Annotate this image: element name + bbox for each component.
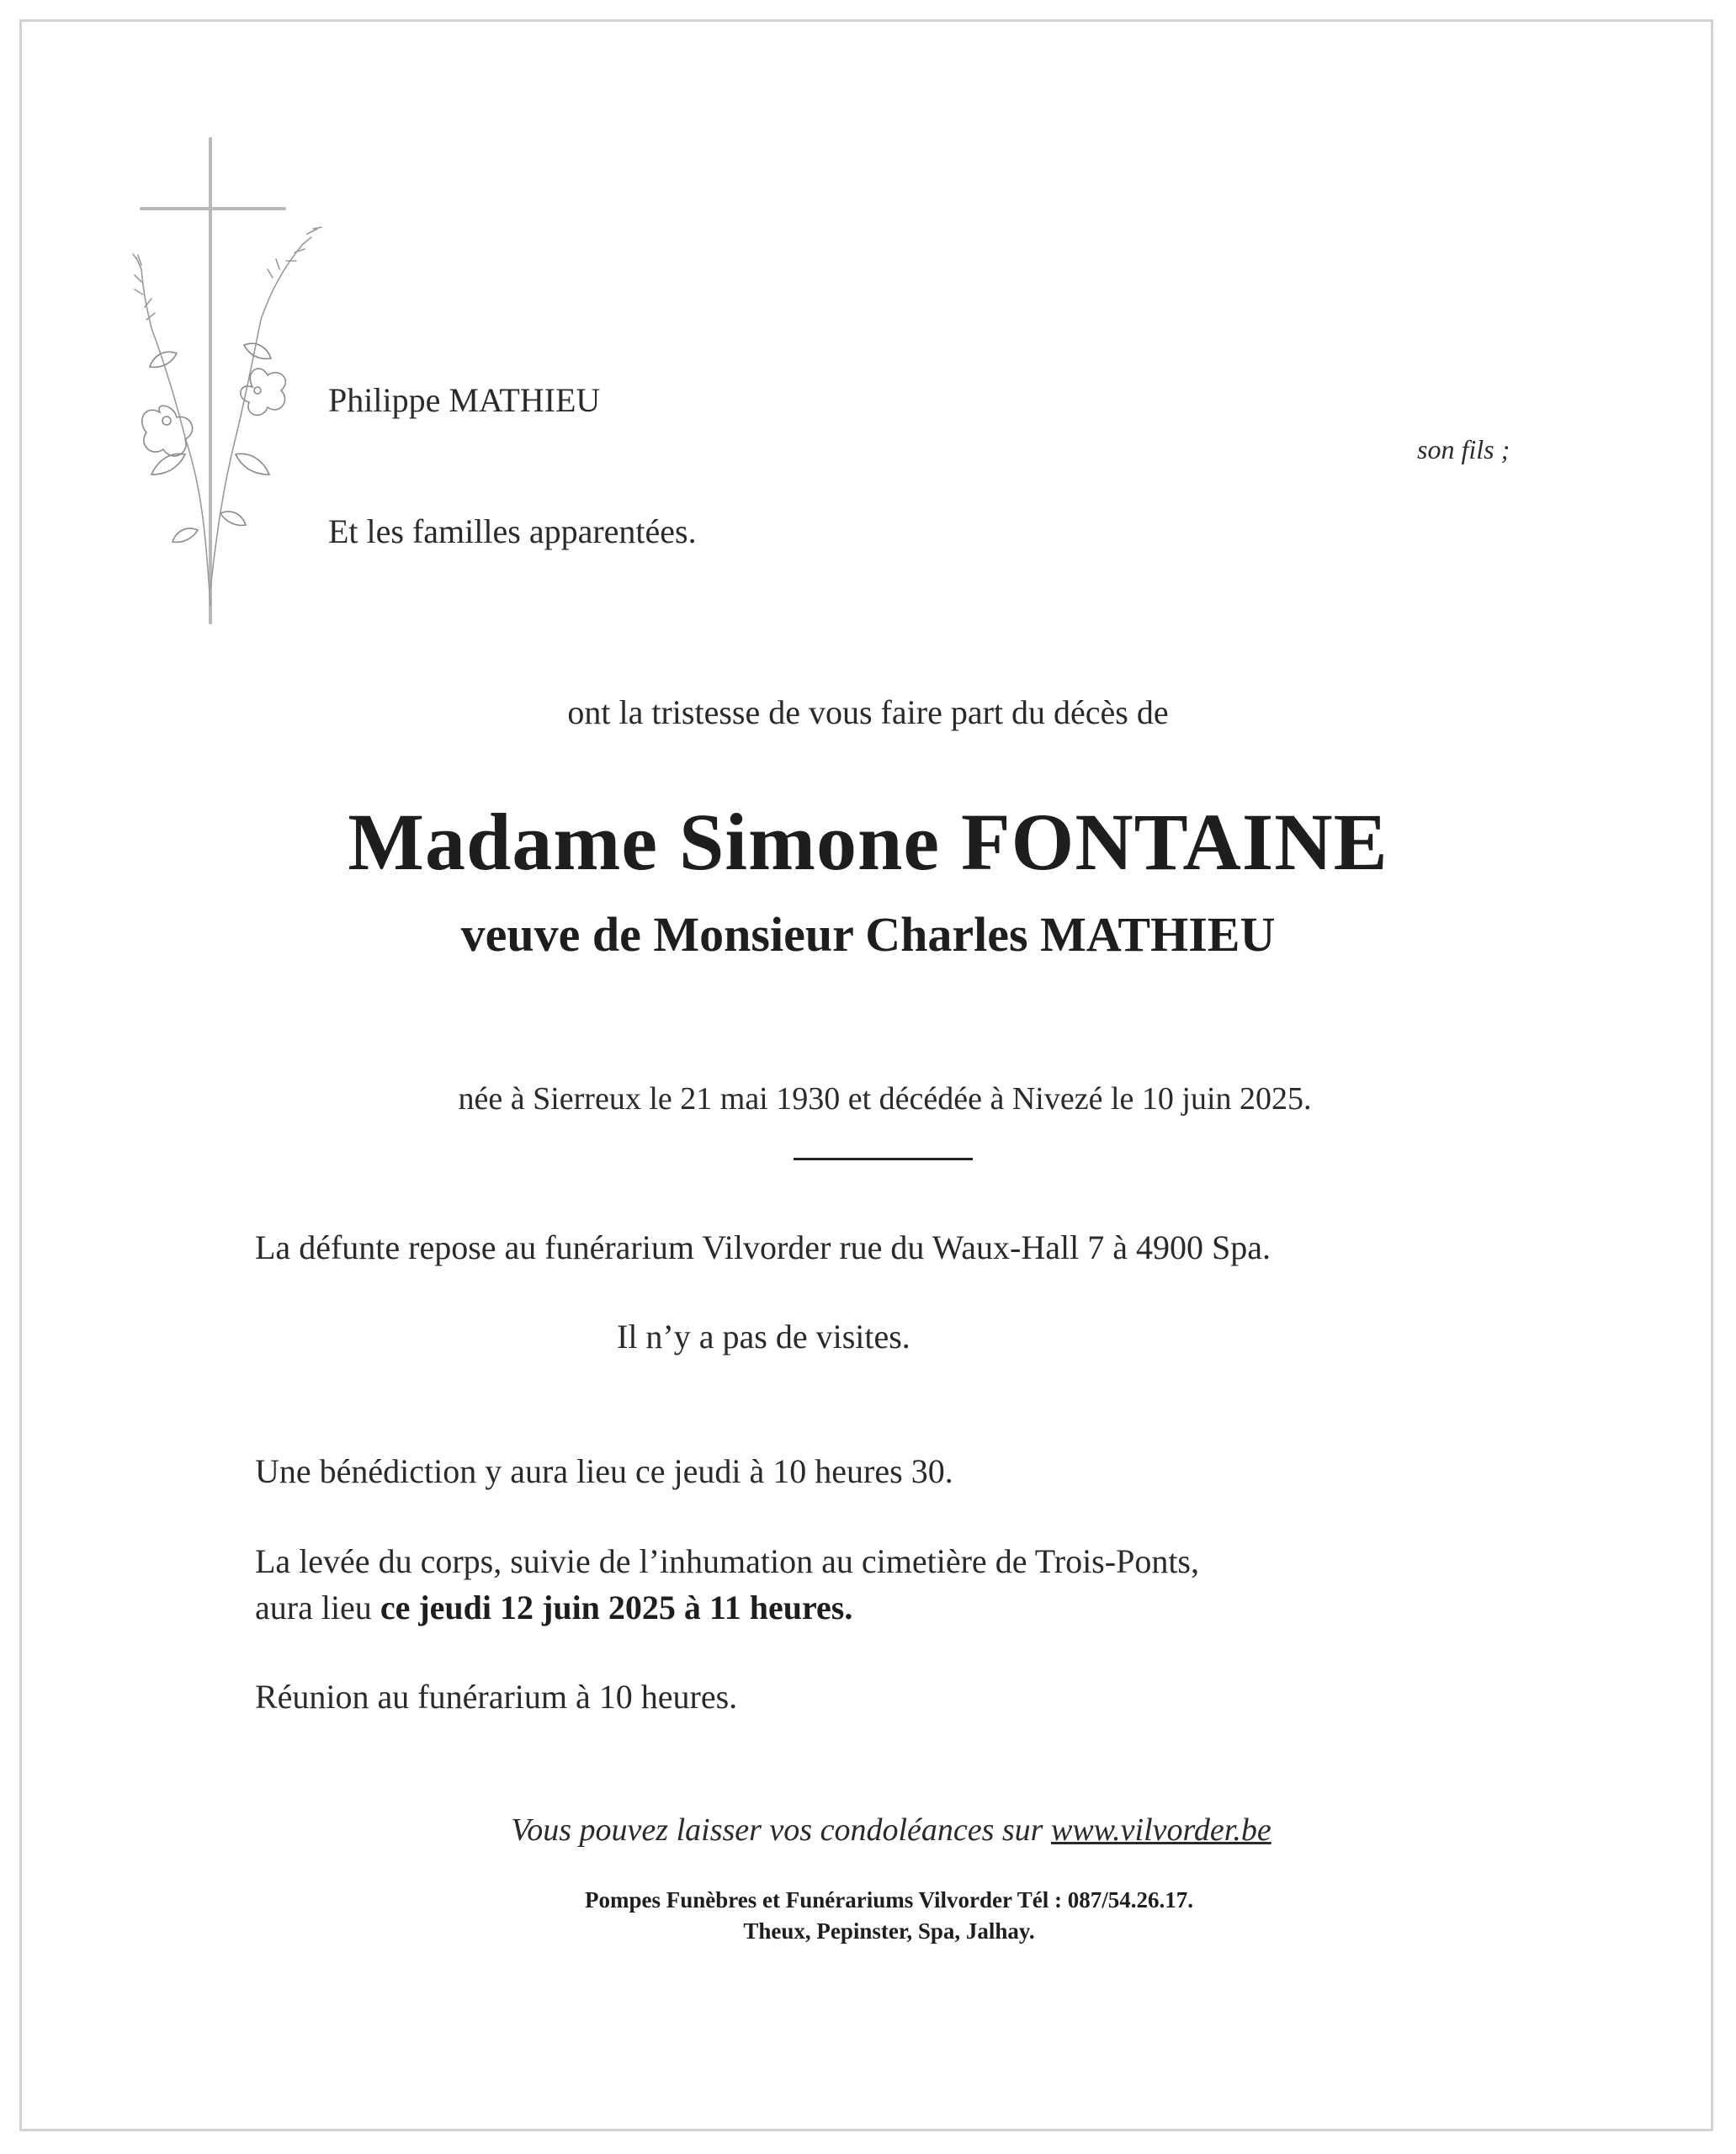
related-families: Et les familles apparentées. bbox=[328, 512, 697, 550]
rest-location: La défunte repose au funérarium Vilvorder rue du Waux-Hall 7 à 4900 Spa. bbox=[255, 1228, 1271, 1266]
funeral-home-locations: Theux, Pepinster, Spa, Jalhay. bbox=[743, 1918, 1035, 1944]
blessing-info: Une bénédiction y aura lieu ce jeudi à 10 heures 30. bbox=[255, 1452, 953, 1490]
reunion-info: Réunion au funérarium à 10 heures. bbox=[255, 1678, 738, 1716]
funeral-info-prefix: aura lieu bbox=[255, 1589, 380, 1626]
separator-line bbox=[794, 1158, 973, 1160]
widow-of: veuve de Monsieur Charles MATHIEU bbox=[460, 907, 1276, 962]
visits-info: Il n’y a pas de visites. bbox=[617, 1318, 910, 1356]
family-relation: son fils ; bbox=[1417, 434, 1510, 464]
funeral-info-line2 bbox=[255, 1588, 852, 1627]
condolences-link[interactable]: www.vilvorder.be bbox=[1050, 1812, 1271, 1848]
condolences-text: Vous pouvez laisser vos condoléances sur bbox=[511, 1812, 1051, 1848]
family-member-name: Philippe MATHIEU bbox=[328, 381, 601, 419]
deceased-name: Madame Simone FONTAINE bbox=[348, 797, 1388, 887]
announcement-text: ont la tristesse de vous faire part du décès de bbox=[567, 693, 1169, 731]
funeral-date-time: ce jeudi 12 juin 2025 à 11 heures. bbox=[380, 1589, 853, 1626]
condolences-line bbox=[0, 1812, 1736, 1849]
funeral-home-contact: Pompes Funèbres et Funérariums Vilvorder Tél : 087/54.26.17. bbox=[585, 1887, 1193, 1913]
cross-with-flowers-icon bbox=[126, 135, 328, 639]
funeral-info-line1: La levée du corps, suivie de l’inhumation au cimetière de Trois-Ponts, bbox=[255, 1542, 1199, 1580]
birth-death-dates: née à Sierreux le 21 mai 1930 et décédée à Nivezé le 10 juin 2025. bbox=[458, 1081, 1312, 1117]
